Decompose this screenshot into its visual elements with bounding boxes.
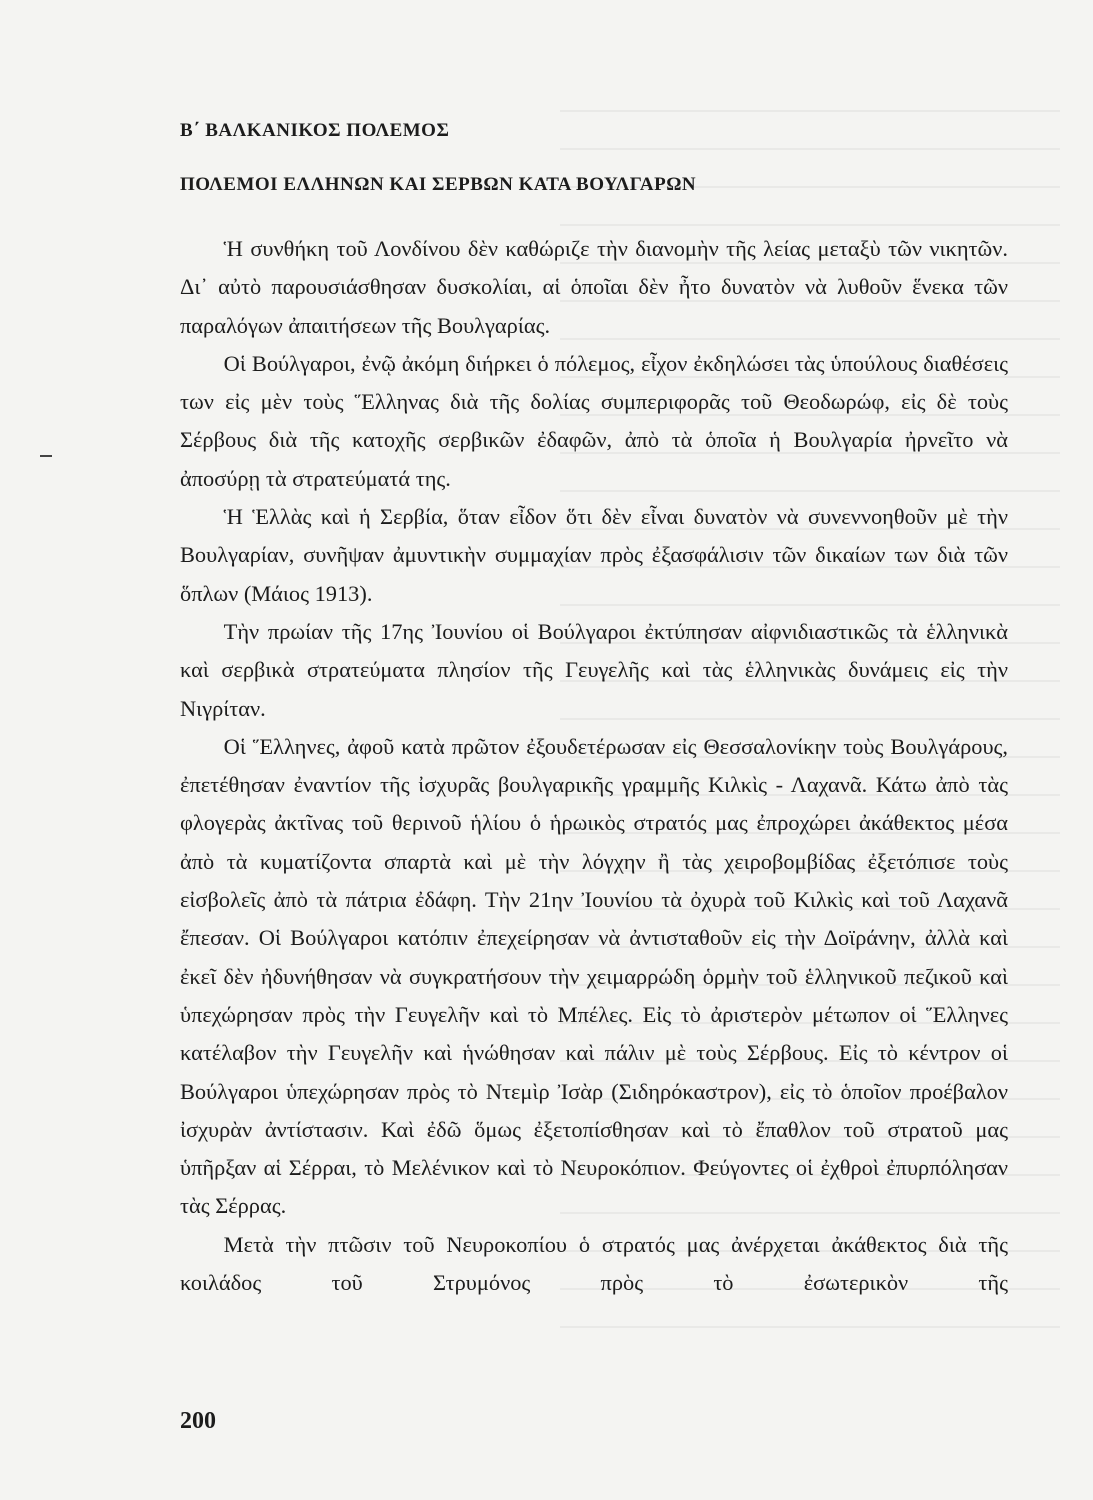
paragraph-3: Ἡ Ἑλλὰς καὶ ἡ Σερβία, ὅταν εἶδον ὅτι δὲν εἶναι δυνατὸν νὰ συνεννοηθοῦν μὲ τὴν Βουλγαρίαν, συνῆψαν ἀμυντικὴν συμμαχίαν πρὸς ἐξασφάλισιν τῶν δικαίων των διὰ τῶν ὅπλων (Μάιος 1913). [180,504,1008,606]
paragraph-5: Οἱ Ἕλληνες, ἀφοῦ κατὰ πρῶτον ἐξουδετέρωσαν εἰς Θεσσαλονίκην τοὺς Βουλγάρους, ἐπετέθησαν ἐναντίον τῆς ἰσχυρᾶς βουλγαρικῆς γραμμῆς Κιλκὶς - Λαχανᾶ. Κάτω ἀπὸ τὰς φλογερὰς ἀκτῖνας τοῦ θερινοῦ ἡλίου ὁ ἡρωικὸς στρατός μας ἐπροχώρει ἀκάθεκτος μέσα ἀπὸ τὰ κυματίζοντα σπαρτὰ καὶ μὲ τὴν λόγχην ἢ τὰς χειροβομβίδας ἐξετόπισε τοὺς εἰσβολεῖς ἀπὸ τὰ πάτρια ἐδάφη. Τὴν 21ην Ἰουνίου τὰ ὀχυρὰ τοῦ Κιλκὶς καὶ τοῦ Λαχανᾶ ἔπεσαν. Οἱ Βούλγαροι κατόπιν ἐπεχείρησαν νὰ ἀντισταθοῦν εἰς τὴν Δοϊράνην, ἀλλὰ καὶ ἐκεῖ δὲν ἠδυνήθησαν νὰ συγκρατήσουν τὴν χειμαρρώδη ὁρμὴν τοῦ ἑλληνικοῦ πεζικοῦ καὶ ὑπεχώρησαν πρὸς τὴν Γευγελῆν καὶ τὸ Μπέλες. Εἰς τὸ ἀριστερὸν μέτωπον οἱ Ἕλληνες κατέλαβον τὴν Γευγελῆν καὶ ἡνώθησαν καὶ πάλιν μὲ τοὺς Σέρβους. Εἰς τὸ κέντρον οἱ Βούλγαροι ὑπεχώρησαν πρὸς τὸ Ντεμὶρ Ἰσὰρ (Σιδηρόκαστρον), εἰς τὸ ὁποῖον προέβαλον ἰσχυρὰν ἀντίστασιν. Καὶ ἐδῶ ὅμως ἐξετοπίσθησαν καὶ τὸ ἔπαθλον τοῦ στρατοῦ μας ὑπῆρξαν αἱ Σέρραι, τὸ Μελένικον καὶ τὸ Νευροκόπιον. Φεύγοντες οἱ ἐχθροὶ ἐπυρπόλησαν τὰς Σέρρας. [180,733,1008,1219]
page-number: 200 [180,1408,216,1434]
paragraph-1: Ἡ συνθήκη τοῦ Λονδίνου δὲν καθώριζε τὴν διανομὴν τῆς λείας μεταξὺ τῶν νικητῶν. Δι᾿ αὐτὸ παρουσιάσθησαν δυσκολίαι, αἱ ὁποῖαι δὲν ἦτο δυνατὸν νὰ λυθοῦν ἕνεκα τῶν παραλόγων ἀπαιτήσεων τῆς Βουλγαρίας. [180,236,1008,338]
section-title: ΠΟΛΕΜΟΙ ΕΛΛΗΝΩΝ ΚΑΙ ΣΕΡΒΩΝ ΚΑΤΑ ΒΟΥΛΓΑΡΩΝ [180,174,697,195]
body-text [180,230,1008,1302]
chapter-title: Β΄ ΒΑΛΚΑΝΙΚΟΣ ΠΟΛΕΜΟΣ [180,120,450,141]
margin-mark [40,455,52,457]
paragraph-6: Μετὰ τὴν πτῶσιν τοῦ Νευροκοπίου ὁ στρατός μας ἀνέρχεται ἀκάθεκτος διὰ τῆς κοιλάδος τοῦ Στρυμόνος πρὸς τὸ ἐσωτερικὸν τῆς [180,1231,1008,1296]
paragraph-4: Τὴν πρωίαν τῆς 17ης Ἰουνίου οἱ Βούλγαροι ἐκτύπησαν αἰφνιδιαστικῶς τὰ ἑλληνικὰ καὶ σερβικὰ στρατεύματα πλησίον τῆς Γευγελῆς καὶ τὰς ἑλληνικὰς δυνάμεις εἰς τὴν Νιγρίταν. [180,618,1008,721]
paragraph-2: Οἱ Βούλγαροι, ἐνῷ ἀκόμη διήρκει ὁ πόλεμος, εἶχον ἐκδηλώσει τὰς ὑπούλους διαθέσεις των εἰς μὲν τοὺς Ἕλληνας διὰ τῆς δολίας συμπεριφορᾶς τοῦ Θεοδωρώφ, εἰς δὲ τοὺς Σέρβους διὰ τῆς κατοχῆς σερβικῶν ἐδαφῶν, ἀπὸ τὰ ὁποῖα ἡ Βουλγαρία ἠρνεῖτο νὰ ἀποσύρῃ τὰ στρατεύματά της. [180,350,1008,491]
